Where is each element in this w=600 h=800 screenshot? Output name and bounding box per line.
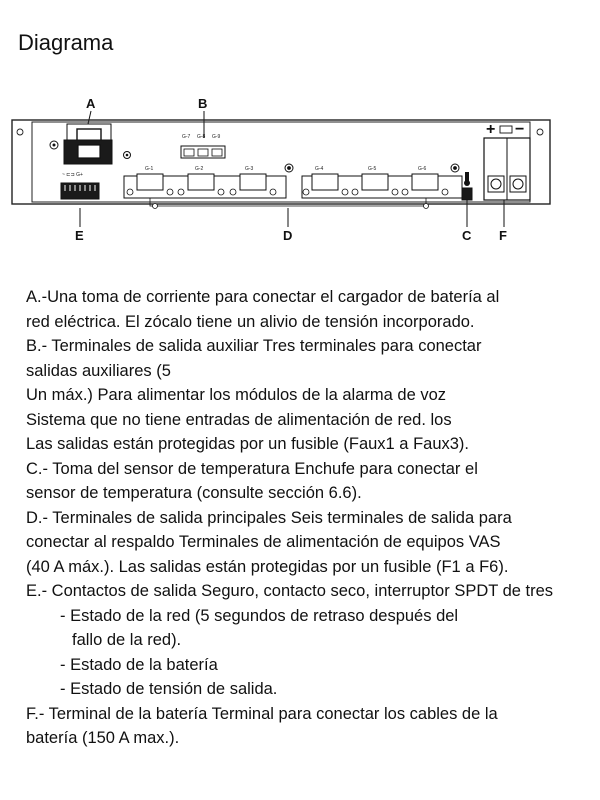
temperature-sensor-socket	[462, 172, 472, 200]
aux-terminal-label: G-8	[197, 134, 206, 140]
battery-minus-symbol: −	[515, 121, 525, 138]
text-line: sensor de temperatura (consulte sección 6.6).	[26, 484, 362, 502]
text-line: A.-Una toma de corriente para conectar el cargador de batería al	[26, 288, 500, 306]
page-title: Diagrama	[18, 30, 114, 55]
main-terminal-label: G-4	[315, 166, 324, 172]
text-line-indented: - Estado de la red (5 segundos de retraso después del	[60, 606, 459, 625]
label-b: B	[198, 96, 208, 111]
callout-lines	[80, 111, 504, 227]
text-line: D.- Terminales de salida principales Seis terminales de salida para	[26, 508, 512, 527]
text-line: Las salidas están protegidas por un fusible (Faux1 a Faux3).	[26, 435, 470, 453]
aux-terminal-label: G-7	[182, 134, 191, 140]
battery-terminal	[484, 121, 530, 200]
text-line: B.- Terminales de salida auxiliar Tres terminales para conectar	[26, 337, 482, 355]
relay-contacts	[61, 172, 99, 199]
text-line: Un máx.) Para alimentar los módulos de la alarma de voz	[26, 386, 447, 404]
main-terminal-label: G-3	[245, 166, 254, 172]
text-line-indented: fallo de la red).	[72, 631, 182, 649]
relay-symbol-label: ~ ⊏⊐ G+	[62, 172, 83, 178]
power-socket	[50, 124, 131, 164]
label-f: F	[499, 228, 507, 243]
main-terminal-label: G-6	[418, 166, 427, 172]
label-d: D	[283, 228, 293, 243]
label-c: C	[462, 228, 472, 243]
charger-panel-diagram	[0, 88, 600, 258]
main-terminal-label: G-2	[195, 166, 204, 172]
text-line: conectar al respaldo Terminales de alimentación de equipos VAS	[26, 533, 501, 551]
text-line: batería (150 A max.).	[26, 729, 180, 747]
description-text	[26, 285, 600, 751]
text-line-indented: - Estado de tensión de salida.	[60, 680, 278, 698]
label-a: A	[86, 96, 96, 111]
aux-output-terminals	[181, 134, 225, 158]
text-line: E.- Contactos de salida Seguro, contacto seco, interruptor SPDT de tres	[26, 582, 554, 600]
text-line: (40 A máx.). Las salidas están protegidas por un fusible (F1 a F6).	[26, 557, 509, 576]
text-line: C.- Toma del sensor de temperatura Enchufe para conectar el	[26, 459, 478, 478]
text-line: red eléctrica. El zócalo tiene un alivio de tensión incorporado.	[26, 312, 475, 331]
text-line-indented: - Estado de la batería	[60, 655, 218, 674]
battery-plus-symbol: +	[486, 121, 496, 138]
main-terminal-label: G-1	[145, 166, 154, 172]
label-e: E	[75, 228, 84, 243]
text-line: Sistema que no tiene entradas de alimentación de red. los	[26, 410, 452, 429]
main-terminal-label: G-5	[368, 166, 377, 172]
text-line: F.- Terminal de la batería Terminal para conectar los cables de la	[26, 704, 498, 723]
text-line: salidas auxiliares (5	[26, 361, 171, 380]
aux-terminal-label: G-9	[212, 134, 221, 140]
